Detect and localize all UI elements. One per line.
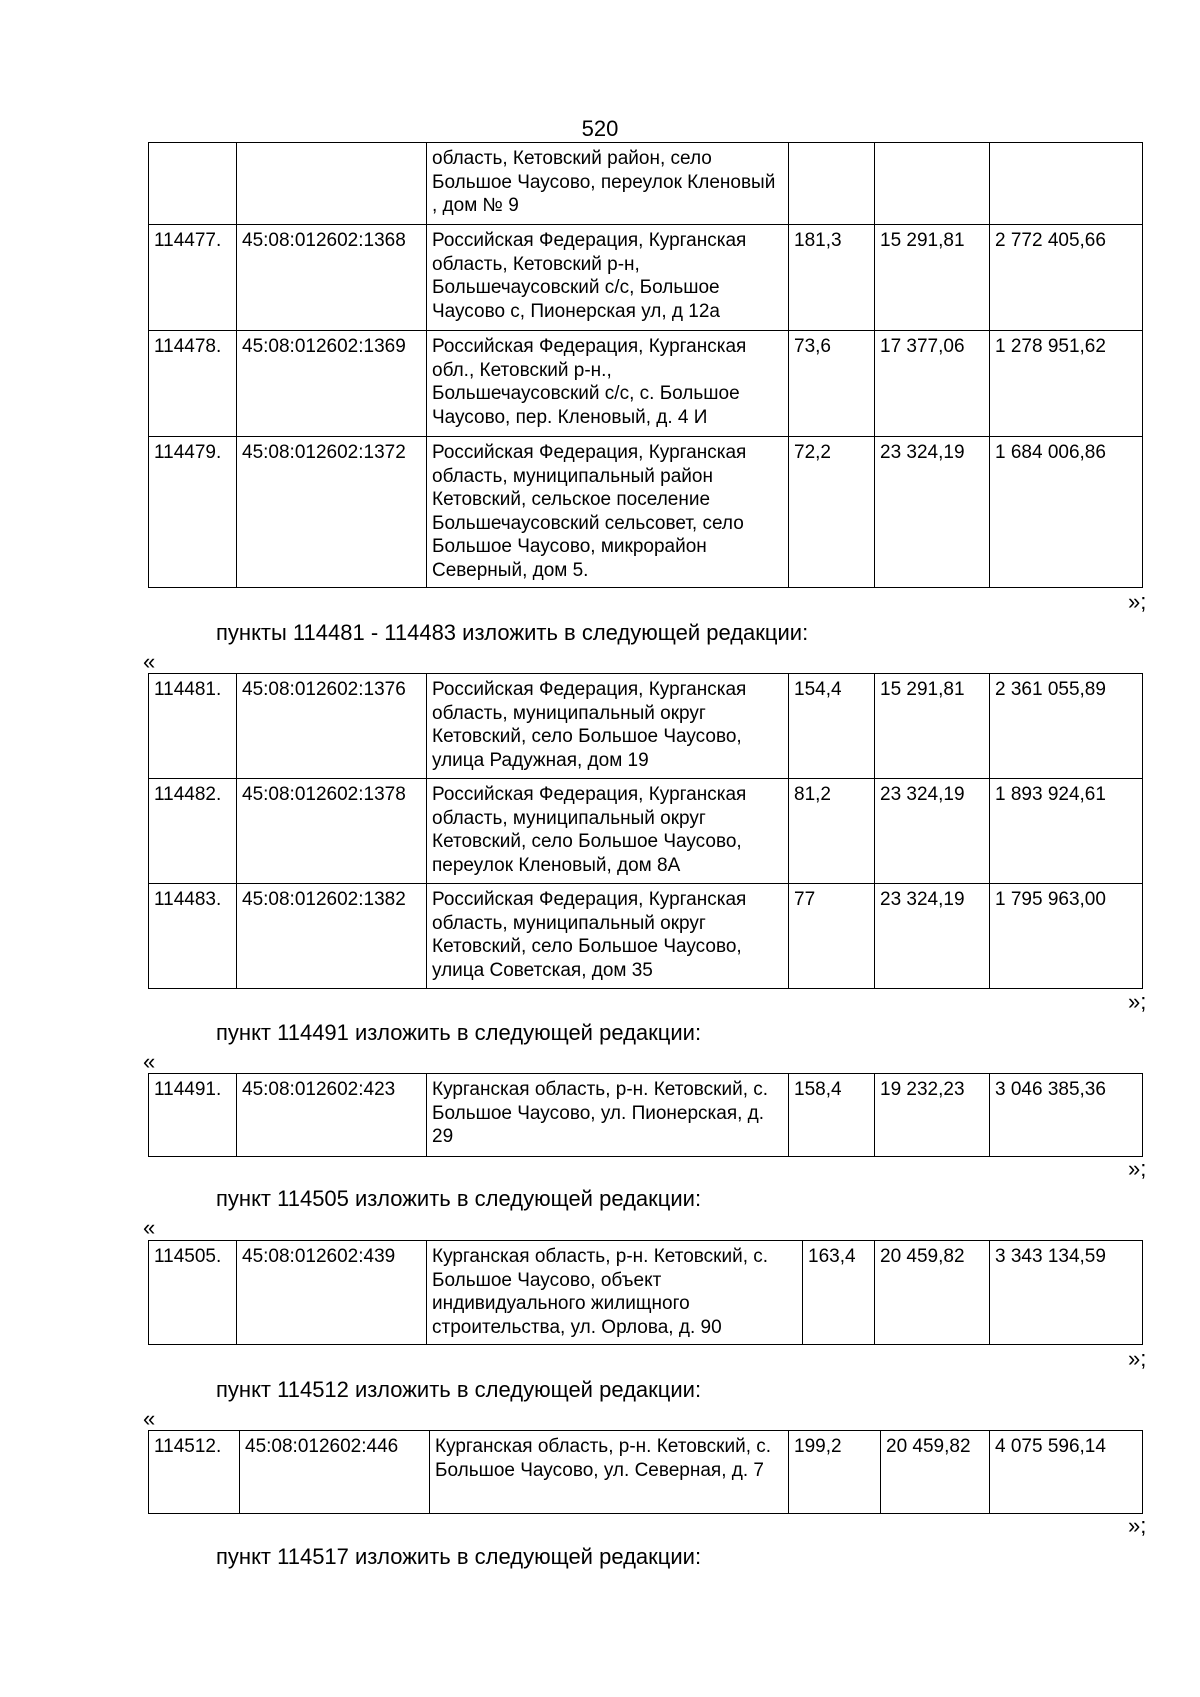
- unit-price: 20 459,82: [881, 1431, 990, 1514]
- cadastral-number: 45:08:012602:1368: [237, 225, 427, 331]
- cadastral-value: [990, 143, 1143, 225]
- cadastral-value: 2 772 405,66: [990, 225, 1143, 331]
- table-row: [149, 1241, 1143, 1345]
- property-table-2: [148, 1073, 1143, 1157]
- amendment-instruction: пункт 114491 изложить в следующей редакции:: [216, 1020, 702, 1045]
- table-row: [149, 1431, 1143, 1514]
- cadastral-number: 45:08:012602:1382: [237, 884, 427, 989]
- closing-quote: »;: [1128, 589, 1147, 614]
- address: Российская Федерация, Курганская обл., Кетовский р-н., Большечаусовский с/с, с. Большое Чаусово, пер. Кленовый, д. 4 И: [427, 331, 789, 437]
- amendment-instruction: пункты 114481 - 114483 изложить в следующей редакции:: [216, 620, 809, 645]
- opening-quote: «: [143, 649, 156, 674]
- area: 154,4: [789, 674, 875, 779]
- cadastral-number: [237, 143, 427, 225]
- table-row: [149, 779, 1143, 884]
- row-number: 114479.: [149, 437, 237, 588]
- table-row: [149, 674, 1143, 779]
- closing-quote: »;: [1128, 1513, 1147, 1538]
- unit-price: 23 324,19: [875, 437, 990, 588]
- row-number: 114481.: [149, 674, 237, 779]
- amendment-instruction: пункт 114505 изложить в следующей редакции:: [216, 1186, 702, 1211]
- cadastral-value: 4 075 596,14: [990, 1431, 1143, 1514]
- row-number: [149, 143, 237, 225]
- cadastral-value: 3 343 134,59: [990, 1241, 1143, 1345]
- table-row: [149, 331, 1143, 437]
- unit-price: 17 377,06: [875, 331, 990, 437]
- address: Российская Федерация, Курганская область, муниципальный округ Кетовский, село Большое Чаусово, переулок Кленовый, дом 8А: [427, 779, 789, 884]
- unit-price: 19 232,23: [875, 1074, 990, 1157]
- cadastral-number: 45:08:012602:1372: [237, 437, 427, 588]
- cadastral-value: 1 684 006,86: [990, 437, 1143, 588]
- unit-price: 15 291,81: [875, 674, 990, 779]
- closing-quote: »;: [1128, 989, 1147, 1014]
- address: Российская Федерация, Курганская область, муниципальный район Кетовский, сельское поселение Большечаусовский сельсовет, село Большое Чаусово, микрорайон Северный, дом 5.: [427, 437, 789, 588]
- page-number: 520: [581, 116, 619, 141]
- area: 72,2: [789, 437, 875, 588]
- cadastral-number: 45:08:012602:1378: [237, 779, 427, 884]
- opening-quote: «: [143, 1215, 156, 1240]
- cadastral-number: 45:08:012602:439: [237, 1241, 427, 1345]
- amendment-instruction: пункт 114512 изложить в следующей редакции:: [216, 1377, 702, 1402]
- area: 163,4: [803, 1241, 875, 1345]
- table-row: [149, 437, 1143, 588]
- table-row: [149, 143, 1143, 225]
- cadastral-value: 1 893 924,61: [990, 779, 1143, 884]
- unit-price: 23 324,19: [875, 779, 990, 884]
- unit-price: 15 291,81: [875, 225, 990, 331]
- address: Российская Федерация, Курганская область, Кетовский р-н, Большечаусовский с/с, Большое Чаусово с, Пионерская ул, д 12а: [427, 225, 789, 331]
- area: 181,3: [789, 225, 875, 331]
- address: Курганская область, р-н. Кетовский, с. Большое Чаусово, ул. Пионерская, д. 29: [427, 1074, 789, 1157]
- row-number: 114482.: [149, 779, 237, 884]
- closing-quote: »;: [1128, 1346, 1147, 1371]
- unit-price: 20 459,82: [875, 1241, 990, 1345]
- property-table-1: [148, 673, 1143, 989]
- area: 158,4: [789, 1074, 875, 1157]
- cadastral-value: 1 795 963,00: [990, 884, 1143, 989]
- area: 77: [789, 884, 875, 989]
- row-number: 114512.: [149, 1431, 240, 1514]
- row-number: 114491.: [149, 1074, 237, 1157]
- address: Курганская область, р-н. Кетовский, с. Большое Чаусово, объект индивидуального жилищного строительства, ул. Орлова, д. 90: [427, 1241, 803, 1345]
- area: 199,2: [789, 1431, 881, 1514]
- opening-quote: «: [143, 1049, 156, 1074]
- property-table-3: [148, 1240, 1143, 1345]
- address: область, Кетовский район, село Большое Чаусово, переулок Кленовый , дом № 9: [427, 143, 789, 225]
- row-number: 114505.: [149, 1241, 237, 1345]
- amendment-instruction: пункт 114517 изложить в следующей редакции:: [216, 1544, 702, 1569]
- row-number: 114478.: [149, 331, 237, 437]
- row-number: 114477.: [149, 225, 237, 331]
- area: [789, 143, 875, 225]
- table-row: [149, 1074, 1143, 1157]
- cadastral-value: 2 361 055,89: [990, 674, 1143, 779]
- area: 73,6: [789, 331, 875, 437]
- cadastral-number: 45:08:012602:423: [237, 1074, 427, 1157]
- property-table-4: [148, 1430, 1143, 1514]
- property-table-0: [148, 142, 1143, 588]
- table-row: [149, 884, 1143, 989]
- closing-quote: »;: [1128, 1156, 1147, 1181]
- address: Российская Федерация, Курганская область, муниципальный округ Кетовский, село Большое Чаусово, улица Советская, дом 35: [427, 884, 789, 989]
- unit-price: [875, 143, 990, 225]
- area: 81,2: [789, 779, 875, 884]
- address: Российская Федерация, Курганская область, муниципальный округ Кетовский, село Большое Чаусово, улица Радужная, дом 19: [427, 674, 789, 779]
- address: Курганская область, р-н. Кетовский, с. Большое Чаусово, ул. Северная, д. 7: [430, 1431, 789, 1514]
- opening-quote: «: [143, 1406, 156, 1431]
- cadastral-number: 45:08:012602:446: [240, 1431, 430, 1514]
- cadastral-number: 45:08:012602:1376: [237, 674, 427, 779]
- cadastral-value: 1 278 951,62: [990, 331, 1143, 437]
- unit-price: 23 324,19: [875, 884, 990, 989]
- cadastral-value: 3 046 385,36: [990, 1074, 1143, 1157]
- cadastral-number: 45:08:012602:1369: [237, 331, 427, 437]
- table-row: [149, 225, 1143, 331]
- row-number: 114483.: [149, 884, 237, 989]
